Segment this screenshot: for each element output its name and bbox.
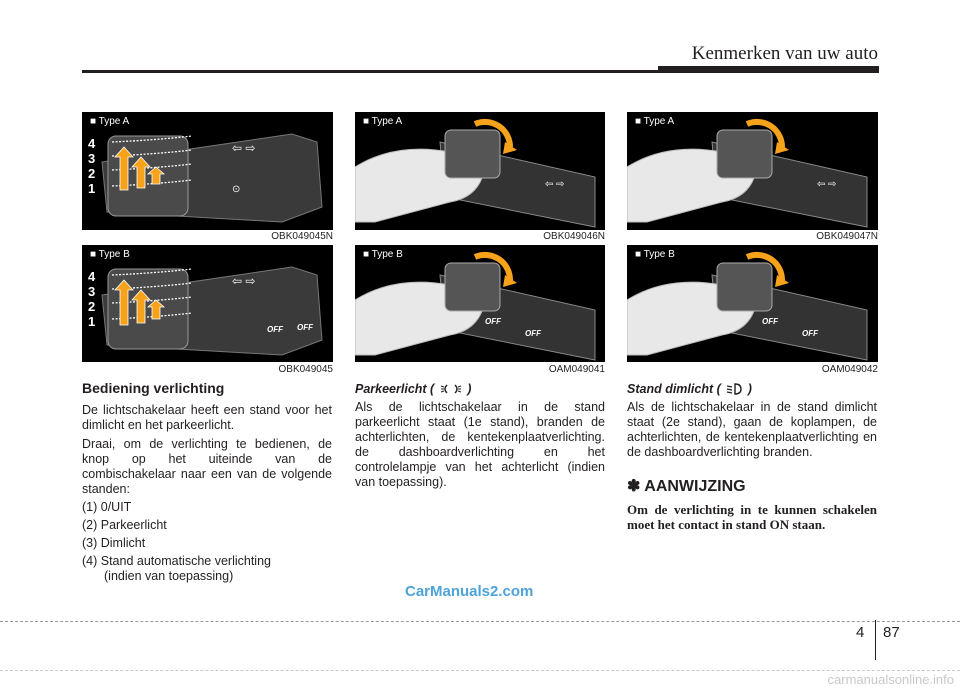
low-beam-icon: [726, 383, 742, 395]
paragraph: De lichtschakelaar heeft een stand voor het dimlicht en het parkeerlicht.: [82, 403, 332, 432]
figure-type-label: ■ Type A: [635, 116, 675, 127]
list-item-continuation: (indien van toepassing): [104, 569, 234, 583]
figure-hand-lowbeam-type-a: [627, 112, 878, 230]
off-label: OFF: [485, 317, 501, 326]
bottom-divider: [0, 670, 960, 671]
figure-switch-type-a-positions: [82, 112, 333, 230]
paragraph: Als de lichtschakelaar in de stand parkeerlicht staat (1e stand), branden de achterlichten, de kentekenplaatverlichting. de dashboardverlichting en het controlelampje van het achterlicht (indien van toepassing).: [355, 400, 605, 489]
section-lighting-operation: [82, 380, 332, 584]
section-heading: [627, 382, 877, 396]
page-number: 87: [883, 624, 900, 641]
off-label: OFF: [802, 329, 818, 338]
section-parking-light: [355, 382, 605, 490]
position-numbers: [88, 269, 95, 329]
heading-text: Stand dimlicht (: [627, 382, 721, 396]
figure-code: OBK049046N: [543, 231, 605, 242]
figure-switch-type-b-positions: [82, 245, 333, 362]
off-label: OFF: [762, 317, 778, 326]
hand-switch-illustration: [627, 112, 878, 230]
paragraph: Draai, om de verlichting te bedienen, de knop op het uiteinde van de combischakelaar naar een van de volgende standen:: [82, 437, 332, 496]
footer-divider: [0, 621, 960, 622]
figure-type-label: ■ Type B: [90, 249, 130, 260]
heading-text: ): [747, 382, 752, 396]
position-number: 2: [88, 166, 96, 181]
section-low-beam: [627, 382, 877, 532]
position-number: 3: [88, 284, 96, 299]
figure-type-label: ■ Type B: [363, 249, 403, 260]
watermark-text: CarManuals2.com: [405, 583, 534, 600]
heading-text: Parkeerlicht (: [355, 382, 435, 396]
off-label: OFF: [267, 325, 283, 334]
section-heading: [355, 382, 605, 396]
position-number: 3: [88, 151, 96, 166]
position-number: 4: [88, 136, 96, 151]
switch-illustration: [82, 245, 333, 362]
list-item: [82, 554, 332, 584]
hand-switch-illustration: [355, 245, 605, 362]
off-label: OFF: [525, 329, 541, 338]
position-number: 1: [88, 314, 96, 329]
list-item: (1) 0/UIT: [82, 500, 132, 514]
figure-type-label: ■ Type A: [90, 116, 130, 127]
position-number: 2: [88, 299, 96, 314]
list-item-line: (4) Stand automatische verlichting: [82, 554, 271, 568]
figure-hand-lowbeam-type-b: [627, 245, 878, 362]
position-number: 4: [88, 269, 96, 284]
switch-illustration: [82, 112, 333, 230]
svg-text:⇦ ⇨: ⇦ ⇨: [232, 274, 256, 288]
figure-code: OBK049047N: [816, 231, 878, 242]
figure-code: OBK049045: [278, 364, 333, 375]
note-title: ✽ AANWIJZING: [627, 478, 746, 495]
site-watermark: carmanualsonline.info: [827, 672, 954, 687]
off-label: OFF: [297, 323, 313, 332]
section-heading: Bediening verlichting: [82, 380, 225, 396]
svg-text:⇦ ⇨: ⇦ ⇨: [232, 141, 256, 155]
heading-text: ): [467, 382, 472, 396]
list-item: (2) Parkeerlicht: [82, 518, 167, 532]
note-text: Om de verlichting in te kunnen schakelen moet het contact in stand ON staan.: [627, 502, 877, 532]
page-number-separator: [875, 620, 876, 660]
page-header-title: Kenmerken van uw auto: [691, 43, 878, 64]
paragraph: Als de lichtschakelaar in de stand dimlicht staat (2e stand), gaan de koplampen, de achterlichten, de kentekenplaatverlichting en de dashboardverlichting branden.: [627, 400, 877, 459]
chapter-number: 4: [856, 624, 865, 641]
position-number: 1: [88, 181, 96, 196]
parking-light-icon: [440, 383, 462, 395]
hand-switch-illustration: [627, 245, 878, 362]
figure-hand-parking-type-a: [355, 112, 605, 230]
list-item: (3) Dimlicht: [82, 536, 146, 550]
figure-code: OBK049045N: [271, 231, 333, 242]
figure-code: OAM049041: [548, 364, 605, 375]
svg-text:⇦ ⇨: ⇦ ⇨: [545, 179, 565, 190]
figure-code: OAM049042: [821, 364, 878, 375]
figure-type-label: ■ Type B: [635, 249, 675, 260]
svg-text:⇦ ⇨: ⇦ ⇨: [817, 179, 837, 190]
position-numbers: [88, 136, 95, 196]
svg-text:⊙: ⊙: [232, 184, 241, 195]
figure-hand-parking-type-b: [355, 245, 605, 362]
header-rule-accent: [658, 66, 879, 72]
hand-switch-illustration: [355, 112, 605, 230]
figure-type-label: ■ Type A: [363, 116, 403, 127]
